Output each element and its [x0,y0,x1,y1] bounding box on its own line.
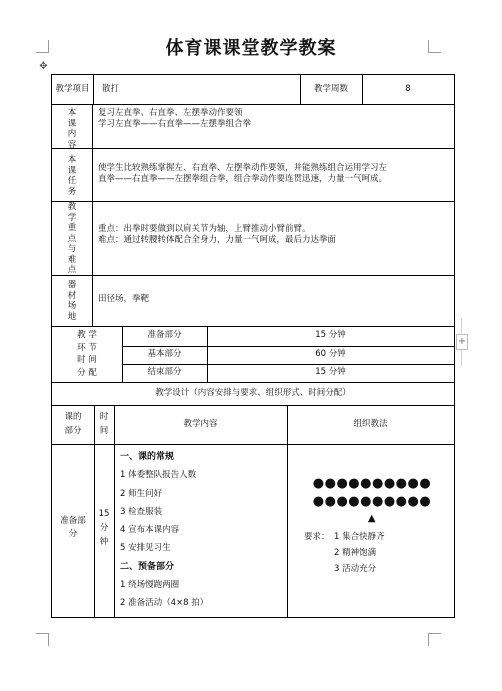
page-corner-mark [36,633,49,646]
requirements-list[interactable] [334,529,449,577]
formation-diagram [292,475,452,527]
time-row-name: 准备部分 [147,330,182,341]
list-item: 3 活动充分 [334,564,377,574]
add-row-plus-icon[interactable]: + [456,334,468,350]
table-move-handle-icon[interactable]: ✥ [39,61,48,72]
time-row-duration[interactable]: 15 分钟 [315,367,346,378]
document-title: 体育课课堂教学教案 [165,38,337,59]
list-item: 2 准备活动（4×8 拍） [120,598,209,609]
label-lesson-task: 本 课 任 务 [67,155,77,197]
value-teaching-project[interactable]: 散打 [102,84,120,94]
list-item: 2 精神饱满 [334,548,377,558]
teaching-design-header: 教学设计（内容安排与要求、组织形式、时间分配） [155,387,351,398]
prep-time-label: 15 分 钟 [98,509,110,547]
page-corner-mark [428,633,441,646]
lesson-content-text[interactable]: 复习左直拳、右直拳、左摆拳动作要领 学习左直拳——右直拳——左摆拳组合拳 [98,108,252,130]
time-row-duration[interactable]: 15 分钟 [315,330,346,341]
column-header-part: 课的 部分 [64,412,82,436]
column-header-time: 时 间 [99,412,109,436]
teacher-position-icon: ▲ [367,513,377,524]
list-item: 5 安排见习生 [120,543,171,554]
prep-content[interactable]: 一、课的常规 1 体委整队报告人数 2 师生问好 3 检查服装 4 宣布本课内容 5 安排见习生 二、预备部分 1 绕场慢跑两圈 2 准备活动（4×8 拍） [120,448,285,613]
formation-row: ●●●●●●●●●● [312,494,432,509]
list-item: 2 师生问好 [120,488,163,499]
list-item: 1 集合快静齐 [334,532,385,542]
time-row-name: 基本部分 [147,349,182,360]
formation-row: ●●●●●●●●●● [312,476,432,491]
value-teaching-week[interactable]: 8 [405,83,411,94]
prep-part-label: 准备部 分 [60,516,86,539]
requirements-label: 要求： [304,532,330,542]
label-key-difficult-points: 教 学 重 点 与 难 点 [67,202,77,275]
label-teaching-project: 教学项目 [55,83,90,94]
label-lesson-content: 本 课 内 容 [67,108,77,150]
list-item: 4 宣布本课内容 [120,525,180,536]
label-teaching-week: 教学周数 [313,83,348,94]
column-header-content: 教学内容 [183,418,218,429]
lesson-plan-table [51,74,455,618]
lesson-task-text[interactable]: 使学生比较熟练掌握左、右直拳、左摆拳动作要领，并能熟练组合运用学习左 直拳——右直拳——左摆拳组合拳，组合拳动作要连贯迅速，力量一气呵成。 [98,163,388,185]
equipment-venue-text[interactable]: 田径场，拳靶 [98,294,150,304]
time-row-name: 结束部分 [147,367,182,378]
key-difficult-points-text[interactable]: 重点：出拳时要做到以肩关节为轴，上臂推动小臂前臂。 难点：通过转腰转体配合全身力，力量一气呵成，最后力达拳面 [98,224,337,246]
time-row-duration[interactable]: 60 分钟 [315,349,346,360]
list-item: 1 绕场慢跑两圈 [120,580,180,591]
list-item: 3 检查服装 [120,506,163,517]
label-equipment-venue: 器 材 场 地 [67,280,77,322]
list-item: 1 体委整队报告人数 [120,470,197,481]
label-time-allocation: 教 学 环 节 时 间 分 配 [77,330,97,378]
column-header-method: 组织教法 [353,418,388,429]
